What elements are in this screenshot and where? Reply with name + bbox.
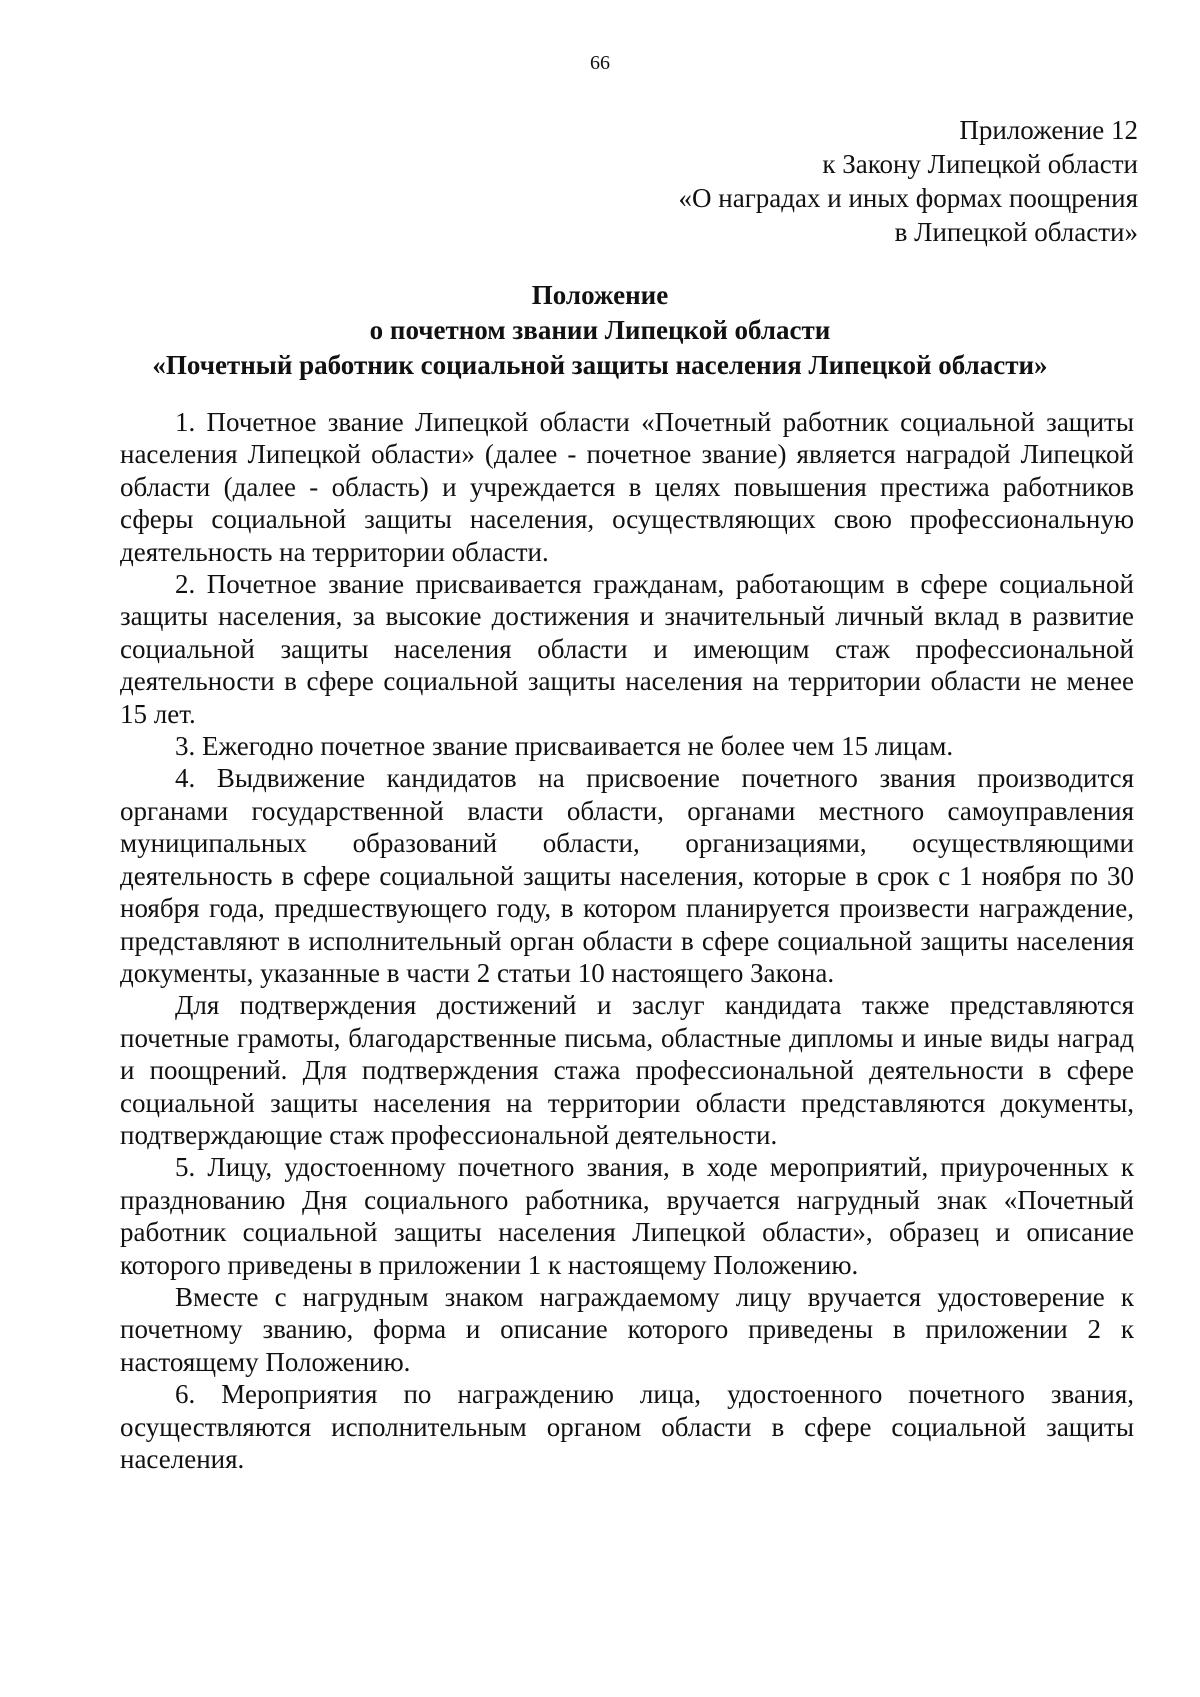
appendix-line: «О наградах и иных формах поощрения	[678, 183, 1138, 213]
paragraph: 2. Почетное звание присваивается гражданам, работающим в сфере социальной защиты населения, за высокие достижения и значительный личный вклад в развитие социальной защиты населения области и имеющим стаж профессиональной деятельности в сфере социальной защиты населения на территории области не менее 15 лет.	[120, 569, 1134, 729]
appendix-line: в Липецкой области»	[894, 217, 1138, 247]
appendix-line: к Закону Липецкой области	[822, 149, 1138, 179]
appendix-header	[679, 113, 1138, 249]
paragraph: 1. Почетное звание Липецкой области «Почетный работник социальной защиты населения Липецкой области» (далее - почетное звание) является наградой Липецкой области (далее - область) и учреждается в целях повышения престижа работников сферы социальной защиты населения, осуществляющих свою профессиональную деятельность на территории области.	[120, 407, 1134, 567]
title-line: о почетном звании Липецкой области	[369, 315, 831, 345]
paragraph: 5. Лицу, удостоенному почетного звания, в ходе мероприятий, приуроченных к празднованию Дня социального работника, вручается нагрудный знак «Почетный работник социальной защиты населения Липецкой области», образец и описание которого приведены в приложении 1 к настоящему Положению.	[120, 1152, 1134, 1280]
appendix-line: Приложение 12	[959, 115, 1138, 145]
paragraph: Вместе с нагрудным знаком награждаемому лицу вручается удостоверение к почетному званию, форма и описание которого приведены в приложении 2 к настоящему Положению.	[120, 1281, 1134, 1377]
paragraph: 4. Выдвижение кандидатов на присвоение почетного звания производится органами государственной власти области, органами местного самоуправления муниципальных образований области, организациями, осуществляющими деятельность в сфере социальной защиты населения, которые в срок с 1 ноября по 30 ноября года, предшествующего году, в котором планируется произвести награждение, представляют в исполнительный орган области в сфере социальной защиты населения документы, указанные в части 2 статьи 10 настоящего Закона.	[120, 763, 1134, 988]
title-line: «Почетный работник социальной защиты населения Липецкой области»	[152, 350, 1048, 380]
paragraph: 6. Мероприятия по награждению лица, удостоенного почетного звания, осуществляются исполнительным органом области в сфере социальной защиты населения.	[120, 1379, 1134, 1474]
document-title	[100, 278, 1100, 383]
document-body	[120, 406, 1134, 1475]
page-number: 66	[590, 52, 610, 74]
paragraph: 3. Ежегодно почетное звание присваивается не более чем 15 лицам.	[175, 731, 954, 762]
title-line: Положение	[531, 280, 669, 310]
paragraph: Для подтверждения достижений и заслуг кандидата также представляются почетные грамоты, благодарственные письма, областные дипломы и иные виды наград и поощрений. Для подтверждения стажа профессиональной деятельности в сфере социальной защиты населения на территории области представляются документы, подтверждающие стаж профессиональной деятельности.	[120, 990, 1134, 1150]
